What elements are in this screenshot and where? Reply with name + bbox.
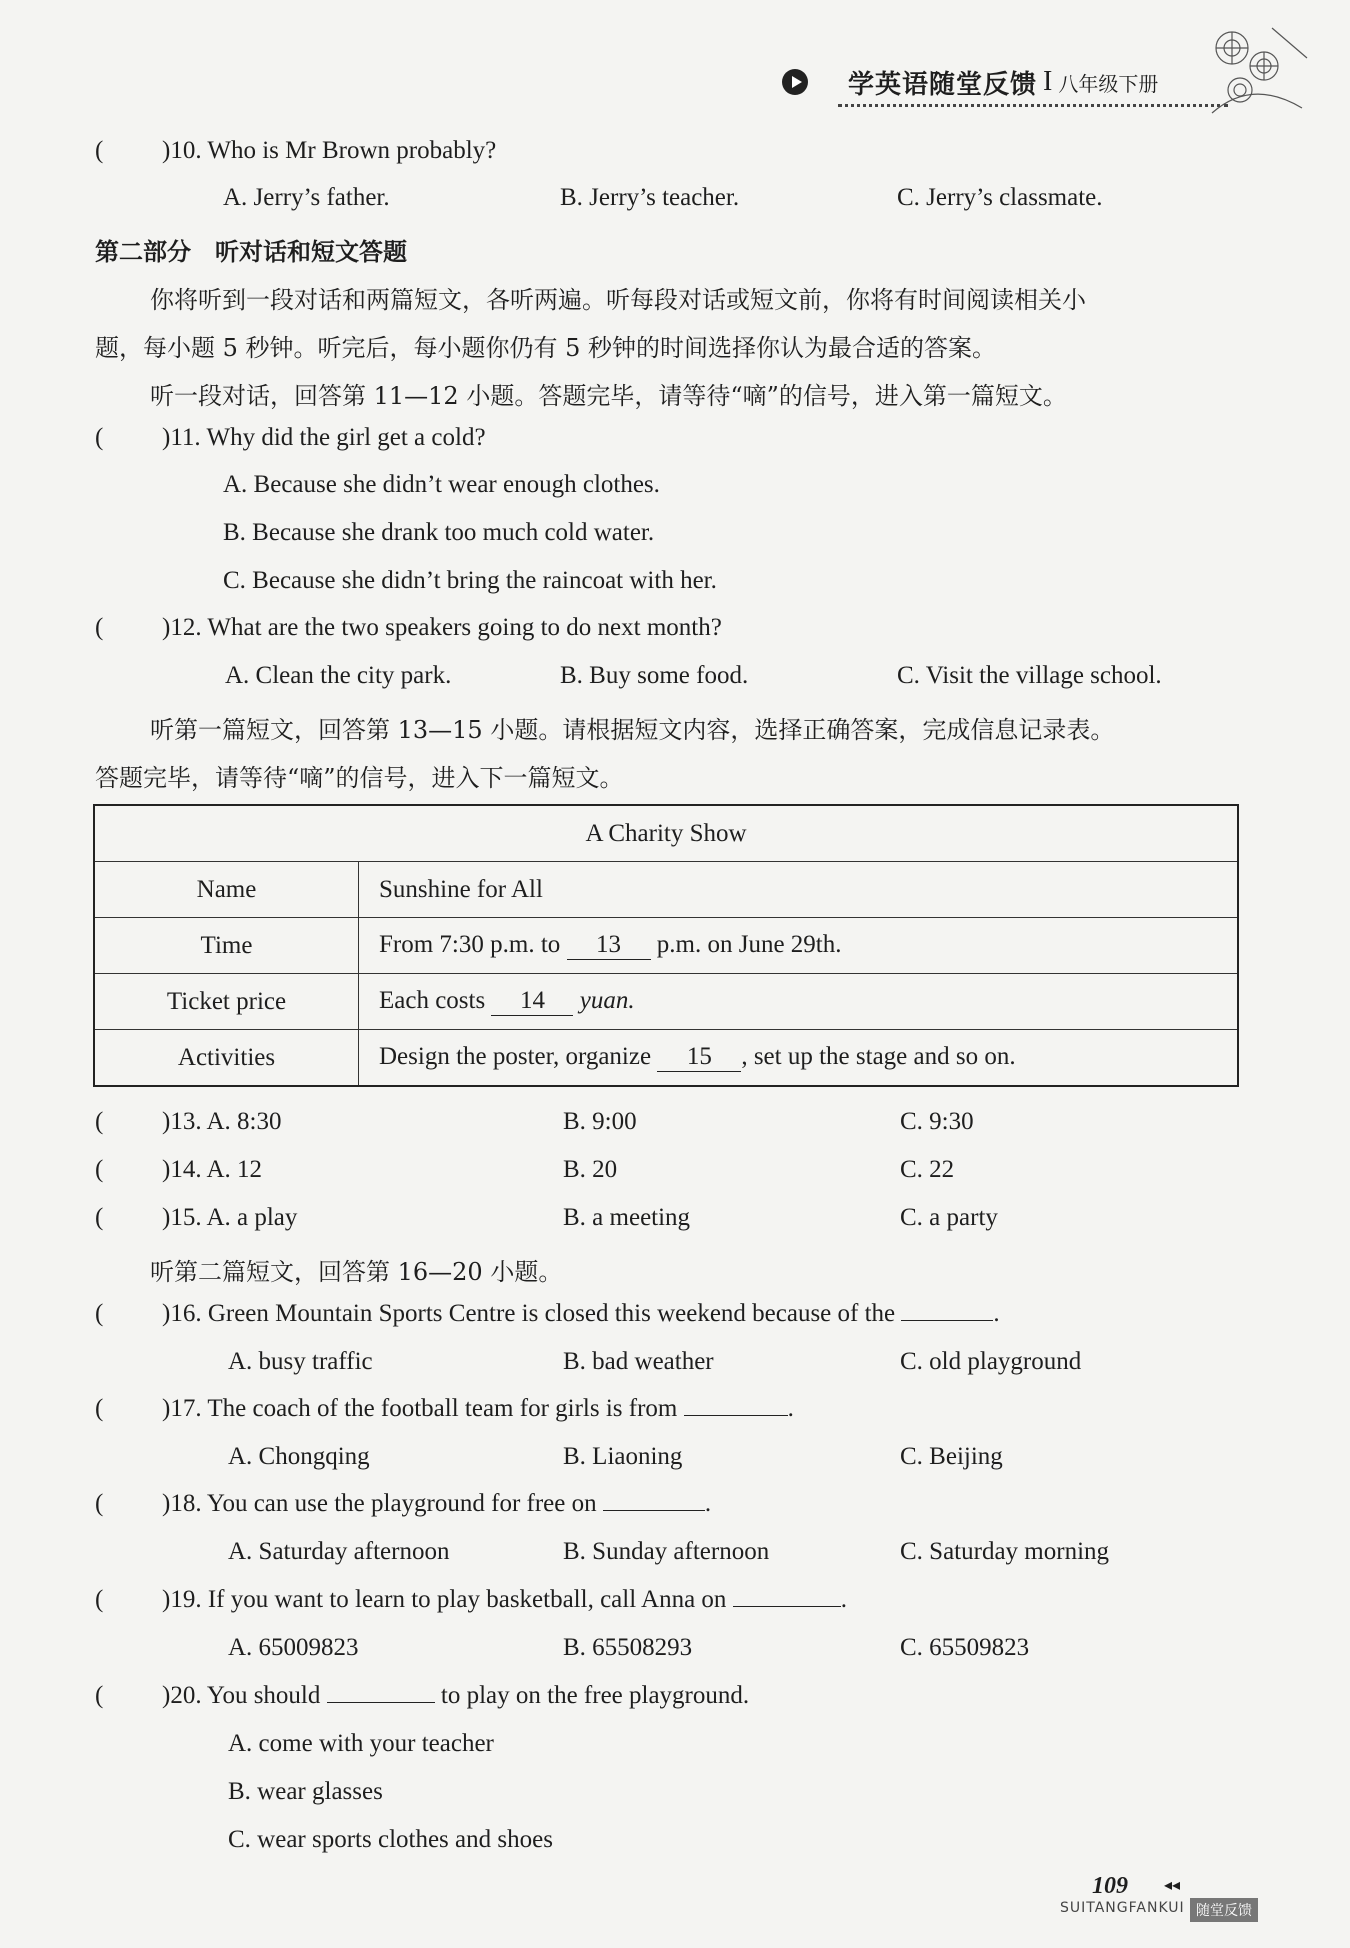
answer-blank[interactable] bbox=[901, 1300, 993, 1321]
question-18 bbox=[162, 1490, 711, 1518]
question-text: You can use the playground for free on bbox=[206, 1490, 597, 1517]
question-text: The coach of the football team for girls is from bbox=[207, 1395, 678, 1422]
answer-paren[interactable]: ( bbox=[95, 1395, 104, 1422]
passage1-note-2: 答题完毕，请等待“嘀”的信号，进入下一篇短文。 bbox=[95, 764, 624, 792]
option-b: B. Buy some food. bbox=[560, 662, 749, 689]
question-number: )19. bbox=[162, 1586, 202, 1613]
answer-paren[interactable]: ( bbox=[95, 1300, 104, 1327]
table-label-time: Time bbox=[94, 918, 359, 974]
table-value-name: Sunshine for All bbox=[359, 862, 1239, 918]
footer-brand: SUITANGFANKUI bbox=[1060, 1900, 1185, 1916]
option-c: C. Saturday morning bbox=[900, 1538, 1110, 1565]
question-number: )18. bbox=[162, 1490, 202, 1517]
footer-badge: 随堂反馈 bbox=[1190, 1898, 1258, 1922]
option-b: B. Jerry’s teacher. bbox=[560, 184, 740, 211]
activities-suffix: , set up the stage and so on. bbox=[741, 1043, 1016, 1070]
table-value-time bbox=[359, 918, 1239, 974]
option-a: A. Jerry’s father. bbox=[223, 184, 390, 211]
question-text-end: to play on the free playground. bbox=[440, 1682, 750, 1709]
play-icon bbox=[782, 69, 808, 95]
instruction-line-1: 你将听到一段对话和两篇短文，各听两遍。听每段对话或短文前，你将有时间阅读相关小 bbox=[150, 286, 1086, 314]
table-value-activities bbox=[359, 1030, 1239, 1087]
option-c: C. Because she didn’t bring the raincoat with her. bbox=[223, 567, 717, 594]
question-16 bbox=[162, 1300, 1000, 1328]
price-prefix: Each costs bbox=[379, 987, 486, 1014]
price-suffix: yuan. bbox=[579, 987, 635, 1014]
blank-13[interactable]: 13 bbox=[567, 931, 651, 960]
option-b: B. Because she drank too much cold water. bbox=[223, 519, 655, 546]
option-b: B. Liaoning bbox=[563, 1443, 683, 1470]
question-15 bbox=[162, 1204, 297, 1232]
question-text: Why did the girl get a cold? bbox=[206, 424, 486, 451]
question-text-start: You should bbox=[206, 1682, 321, 1709]
option-a: A. Chongqing bbox=[228, 1443, 370, 1470]
page-header bbox=[782, 62, 1158, 102]
option-a: A. come with your teacher bbox=[228, 1730, 494, 1757]
table-label-name: Name bbox=[94, 862, 359, 918]
answer-paren[interactable]: ( bbox=[95, 1156, 104, 1183]
answer-paren[interactable]: ( bbox=[95, 137, 104, 164]
option-c: C. 65509823 bbox=[900, 1634, 1030, 1661]
passage2-note: 听第二篇短文，回答第 16—20 小题。 bbox=[150, 1258, 563, 1286]
arrows-icon: ◂◂ bbox=[1164, 1877, 1181, 1894]
question-20 bbox=[162, 1682, 749, 1710]
option-c: C. old playground bbox=[900, 1348, 1082, 1375]
flower-decoration-icon bbox=[1202, 18, 1312, 128]
question-number: )12. bbox=[162, 614, 202, 641]
question-number: )11. bbox=[162, 424, 201, 451]
question-13 bbox=[162, 1108, 281, 1136]
question-number: )15. bbox=[162, 1204, 202, 1231]
question-10 bbox=[162, 137, 496, 165]
activities-prefix: Design the poster, organize bbox=[379, 1043, 652, 1070]
option-b: B. bad weather bbox=[563, 1348, 714, 1375]
blank-14[interactable]: 14 bbox=[491, 987, 573, 1016]
question-11 bbox=[162, 424, 486, 452]
section-title: 第二部分 听对话和短文答题 bbox=[95, 238, 407, 266]
blank-15[interactable]: 15 bbox=[657, 1043, 741, 1072]
table-value-ticket-price bbox=[359, 974, 1239, 1030]
page-number: 109 bbox=[1092, 1873, 1128, 1899]
option-a: A. Clean the city park. bbox=[225, 662, 452, 689]
answer-paren[interactable]: ( bbox=[95, 1108, 104, 1135]
time-prefix: From 7:30 p.m. to bbox=[379, 931, 561, 958]
option-a: A. Because she didn’t wear enough clothes. bbox=[223, 471, 660, 498]
option-a: A. 65009823 bbox=[228, 1634, 359, 1661]
option-a: A. Saturday afternoon bbox=[228, 1538, 450, 1565]
answer-blank[interactable] bbox=[327, 1682, 435, 1703]
option-c: C. 9:30 bbox=[900, 1108, 974, 1135]
table-label-ticket-price: Ticket price bbox=[94, 974, 359, 1030]
passage1-note-1: 听第一篇短文，回答第 13—15 小题。请根据短文内容，选择正确答案，完成信息记录表。 bbox=[150, 716, 1115, 744]
question-number: )20. bbox=[162, 1682, 202, 1709]
period: . bbox=[787, 1395, 794, 1422]
question-14 bbox=[162, 1156, 262, 1184]
question-number: )17. bbox=[162, 1395, 202, 1422]
question-19 bbox=[162, 1586, 847, 1614]
option-b: B. 20 bbox=[563, 1156, 618, 1183]
question-text: Green Mountain Sports Centre is closed this weekend because of the bbox=[207, 1300, 896, 1327]
answer-paren[interactable]: ( bbox=[95, 1490, 104, 1517]
answer-paren[interactable]: ( bbox=[95, 1682, 104, 1709]
option-b: B. Sunday afternoon bbox=[563, 1538, 770, 1565]
option-a: A. a play bbox=[206, 1204, 298, 1231]
time-suffix: p.m. on June 29th. bbox=[656, 931, 842, 958]
question-number: )16. bbox=[162, 1300, 202, 1327]
answer-blank[interactable] bbox=[603, 1490, 705, 1511]
question-text: What are the two speakers going to do next month? bbox=[207, 614, 722, 641]
question-number: )14. bbox=[162, 1156, 202, 1183]
header-title: 学英语随堂反馈 bbox=[848, 69, 1038, 100]
question-17 bbox=[162, 1395, 794, 1423]
question-text: Who is Mr Brown probably? bbox=[207, 137, 497, 164]
option-b: B. 9:00 bbox=[563, 1108, 637, 1135]
answer-blank[interactable] bbox=[733, 1586, 841, 1607]
option-a: A. busy traffic bbox=[228, 1348, 373, 1375]
charity-show-table bbox=[93, 804, 1239, 1087]
header-separator: I bbox=[1043, 66, 1053, 97]
question-text: If you want to learn to play basketball, call Anna on bbox=[207, 1586, 727, 1613]
option-c: C. Beijing bbox=[900, 1443, 1003, 1470]
header-dotted-rule bbox=[838, 104, 1228, 107]
option-b: B. a meeting bbox=[563, 1204, 691, 1231]
answer-paren[interactable]: ( bbox=[95, 614, 104, 641]
option-b: B. 65508293 bbox=[563, 1634, 693, 1661]
option-c: C. a party bbox=[900, 1204, 998, 1231]
option-a: A. 8:30 bbox=[206, 1108, 282, 1135]
table-title: A Charity Show bbox=[94, 805, 1238, 862]
answer-paren[interactable]: ( bbox=[95, 424, 104, 451]
option-b: B. wear glasses bbox=[228, 1778, 383, 1805]
option-c: C. Visit the village school. bbox=[897, 662, 1162, 689]
period: . bbox=[704, 1490, 712, 1517]
table-label-activities: Activities bbox=[94, 1030, 359, 1087]
instruction-line-2: 题，每小题 5 秒钟。听完后，每小题你仍有 5 秒钟的时间选择你认为最合适的答案。 bbox=[95, 334, 997, 362]
header-grade: 八年级下册 bbox=[1058, 71, 1159, 96]
option-c: C. 22 bbox=[900, 1156, 955, 1183]
answer-paren[interactable]: ( bbox=[95, 1204, 104, 1231]
question-12 bbox=[162, 614, 722, 642]
dialog-note: 听一段对话，回答第 11—12 小题。答题完毕，请等待“嘀”的信号，进入第一篇短文。 bbox=[150, 382, 1067, 410]
question-number: )13. bbox=[162, 1108, 202, 1135]
answer-paren[interactable]: ( bbox=[95, 1586, 104, 1613]
option-a: A. 12 bbox=[206, 1156, 263, 1183]
period: . bbox=[840, 1586, 847, 1613]
answer-blank[interactable] bbox=[684, 1395, 788, 1416]
period: . bbox=[993, 1300, 1000, 1327]
option-c: C. Jerry’s classmate. bbox=[897, 184, 1103, 211]
question-number: )10. bbox=[162, 137, 202, 164]
option-c: C. wear sports clothes and shoes bbox=[228, 1826, 553, 1853]
